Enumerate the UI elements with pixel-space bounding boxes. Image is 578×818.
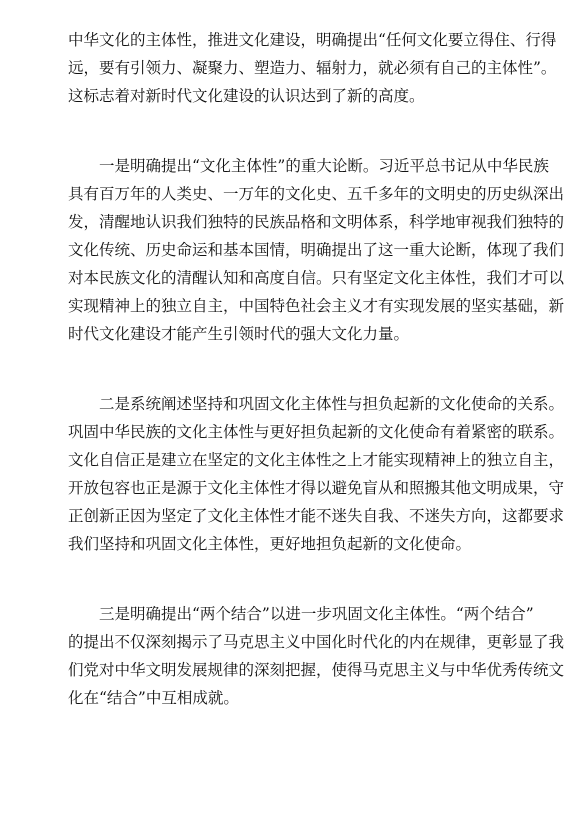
- text-line: 三是明确提出“两个结合”以进一步巩固文化主体性。“两个结合”: [99, 605, 534, 623]
- text-line: 二是系统阐述坚持和巩固文化主体性与担负起新的文化使命的关系。: [99, 395, 565, 413]
- paragraph-spacer: [68, 110, 510, 152]
- text-line: 一是明确提出“文化主体性”的重大论断。习近平总书记从中华民族: [99, 157, 549, 175]
- text-line: 远，要有引领力、凝聚力、塑造力、辐射力，就必须有自己的主体性”。: [68, 59, 557, 77]
- text-line: 文化传统、历史命运和基本国情，明确提出了这一重大论断，体现了我们: [68, 241, 565, 259]
- paragraph-2: [68, 152, 565, 348]
- text-line: 对本民族文化的清醒认知和高度自信。只有坚定文化主体性，我们才可以: [68, 269, 565, 287]
- text-line: 们党对中华文明发展规律的深刻把握，使得马克思主义与中华优秀传统文: [68, 661, 565, 679]
- text-line: 我们坚持和巩固文化主体性，更好地担负起新的文化使命。: [68, 535, 472, 553]
- paragraph-spacer: [68, 348, 510, 390]
- text-line: 实现精神上的独立自主，中国特色社会主义才有实现发展的坚实基础，新: [68, 297, 565, 315]
- text-line: 正创新正因为坚定了文化主体性才能不迷失自我、不迷失方向，这都要求: [68, 507, 565, 525]
- text-line: 发，清醒地认识我们独特的民族品格和文明体系，科学地审视我们独特的: [68, 213, 565, 231]
- text-line: 化在“结合”中互相成就。: [68, 689, 239, 707]
- text-line: 这标志着对新时代文化建设的认识达到了新的高度。: [68, 87, 425, 105]
- paragraph-spacer: [68, 558, 510, 600]
- text-line: 文化自信正是建立在坚定的文化主体性之上才能实现精神上的独立自主，: [68, 451, 565, 469]
- paragraph-1: [68, 26, 557, 110]
- text-line: 具有百万年的人类史、一万年的文化史、五千多年的文明史的历史纵深出: [68, 185, 565, 203]
- text-line: 巩固中华民族的文化主体性与更好担负起新的文化使命有着紧密的联系。: [68, 423, 565, 441]
- text-line: 中华文化的主体性，推进文化建设，明确提出“任何文化要立得住、行得: [68, 31, 557, 49]
- text-line: 的提出不仅深刻揭示了马克思主义中国化时代化的内在规律，更彰显了我: [68, 633, 565, 651]
- paragraph-3: [68, 390, 565, 558]
- paragraph-4: [68, 600, 565, 712]
- text-line: 时代文化建设才能产生引领时代的强大文化力量。: [68, 325, 410, 343]
- text-line: 开放包容也正是源于文化主体性才得以避免盲从和照搬其他文明成果，守: [68, 479, 565, 497]
